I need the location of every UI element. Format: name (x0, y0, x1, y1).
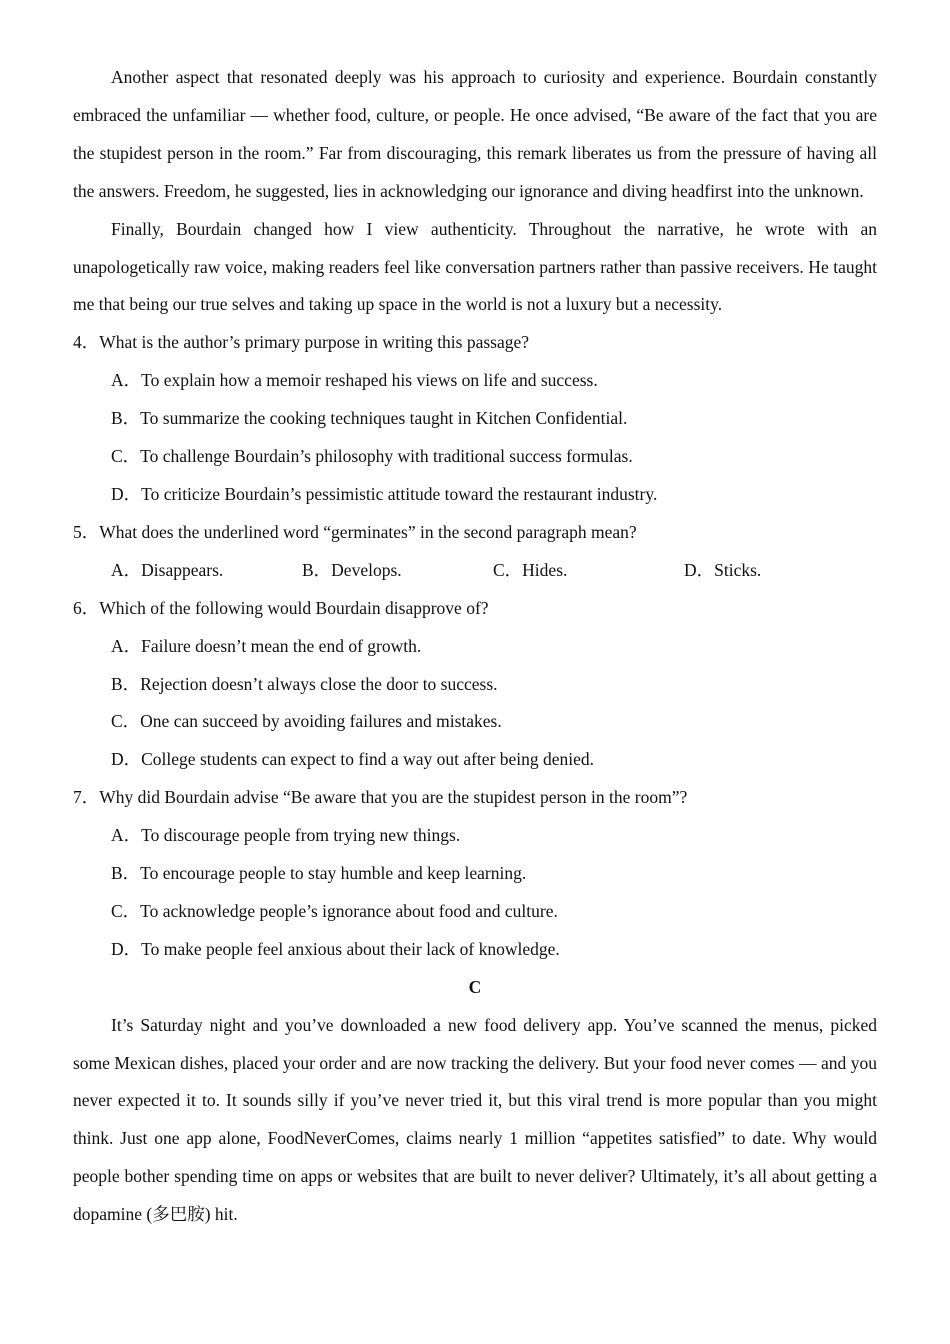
question-7 (73, 779, 877, 969)
option-row (73, 552, 877, 590)
option-d: D．To criticize Bourdain’s pessimistic attitude toward the restaurant industry. (111, 483, 658, 504)
option-c: C．To challenge Bourdain’s philosophy with traditional success formulas. (111, 446, 633, 467)
question-stem: 4．What is the author’s primary purpose in writing this passage? (73, 332, 530, 353)
question-stem: 6．Which of the following would Bourdain disapprove of? (73, 597, 489, 618)
question-6 (73, 590, 877, 780)
document-page (73, 59, 877, 1234)
option-d: D．To make people feel anxious about their lack of knowledge. (111, 938, 560, 959)
option-d: D．Sticks. (684, 559, 762, 580)
option-a: A．Failure doesn’t mean the end of growth. (111, 635, 422, 656)
option-b: B．Develops. (302, 559, 402, 580)
question-4 (73, 324, 877, 514)
option-a: A．To explain how a memoir reshaped his views on life and success. (111, 370, 598, 391)
option-b: B．Rejection doesn’t always close the door to success. (111, 673, 498, 694)
option-b: B．To encourage people to stay humble and keep learning. (111, 863, 527, 884)
passage-paragraph: It’s Saturday night and you’ve downloaded a new food delivery app. You’ve scanned the menus, picked some Mexican dishes, placed your order and are now tracking the delivery. But your food never comes — and you never expected it to. It sounds silly if you’ve never tried it, but this viral trend is more popular than you might think. Just one app alone, FoodNeverComes, claims nearly 1 million “appetites satisfied” to date. Why would people bother spending time on apps or websites that are built to never deliver? Ultimately, it’s all about getting a dopamine (多巴胺) hit. (73, 1014, 877, 1225)
option-c: C．To acknowledge people’s ignorance about food and culture. (111, 900, 558, 921)
passage-paragraph: Finally, Bourdain changed how I view authenticity. Throughout the narrative, he wrote with an unapologetically raw voice, making readers feel like conversation partners rather than passive receivers. He taught me that being our true selves and taking up space in the world is not a luxury but a necessity. (73, 218, 877, 315)
question-5 (73, 514, 877, 590)
passage-paragraph: Another aspect that resonated deeply was his approach to curiosity and experience. Bourdain constantly embraced the unfamiliar — whether food, culture, or people. He once advised, “Be aware of the fact that you are the stupidest person in the room.” Far from discouraging, this remark liberates us from the pressure of having all the answers. Freedom, he suggested, lies in acknowledging our ignorance and diving headfirst into the unknown. (73, 67, 877, 201)
option-c: C．One can succeed by avoiding failures and mistakes. (111, 711, 502, 732)
option-b: B．To summarize the cooking techniques taught in Kitchen Confidential. (111, 408, 628, 429)
option-d: D．College students can expect to find a way out after being denied. (111, 749, 595, 770)
option-a: A．Disappears. (111, 559, 224, 580)
question-stem: 5．What does the underlined word “germinates” in the second paragraph mean? (73, 521, 637, 542)
option-c: C．Hides. (493, 559, 568, 580)
option-a: A．To discourage people from trying new things. (111, 825, 461, 846)
section-c-title: C (468, 976, 482, 997)
question-stem: 7．Why did Bourdain advise “Be aware that you are the stupidest person in the room”? (73, 787, 688, 808)
